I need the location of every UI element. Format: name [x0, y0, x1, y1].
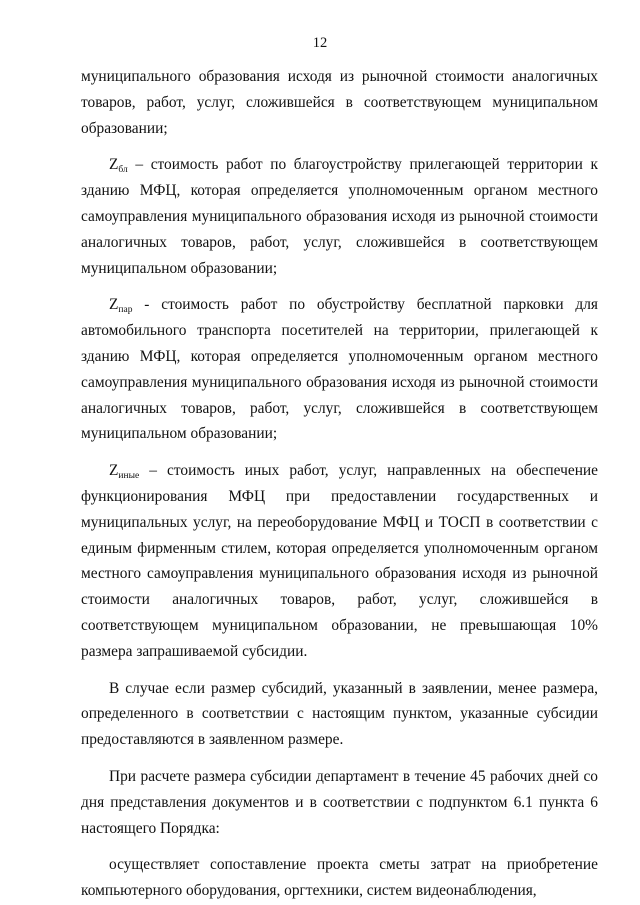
formula-subscript: бл — [118, 165, 128, 176]
page-number: 12 — [312, 35, 328, 51]
paragraph-z-inye — [81, 458, 598, 664]
paragraph-z-bl — [81, 152, 598, 281]
formula-subscript: пар — [118, 305, 133, 316]
paragraph-comparison: осуществляет сопоставление проекта сметы затрат на приобретение компьютерного оборудования, оргтехники, систем видеонаблюдения, — [81, 856, 598, 900]
formula-symbol: Z — [109, 462, 119, 480]
document-body — [81, 64, 598, 904]
paragraph-z-par — [81, 292, 598, 447]
paragraph-subsidy-case: В случае если размер субсидий, указанный в заявлении, менее размера, определенного в соответствии с настоящим пунктом, указанные субсидии предоставляются в заявленном размере. — [81, 679, 598, 749]
paragraph-calculation: При расчете размера субсидии департамент в течение 45 рабочих дней со дня представления документов и в соответствии с подпунктом 6.1 пункта 6 настоящего Порядка: — [81, 767, 598, 837]
paragraph-continuation: муниципального образования исходя из рыночной стоимости аналогичных товаров, работ, услуг, сложившейся в соответствующем муниципальном образовании; — [81, 68, 598, 137]
paragraph-text: - стоимость работ по обустройству бесплатной парковки для автомобильного транспорта посетителей на территории, прилегающей к зданию МФЦ, которая определяется уполномоченным органом местного самоуправления муниципального образования исходя из рыночной стоимости аналогичных товаров, работ, услуг, сложившейся в соответствующем муниципальном образовании; — [81, 296, 598, 443]
formula-symbol: Z — [109, 296, 119, 314]
formula-subscript: иные — [118, 471, 140, 482]
paragraph-text: – стоимость работ по благоустройству прилегающей территории к зданию МФЦ, которая определяется уполномоченным органом местного самоуправления муниципального образования исходя из рыночной стоимости аналогичных товаров, работ, услуг, сложившейся в соответствующем муниципальном образовании; — [81, 156, 598, 277]
formula-symbol: Z — [109, 156, 119, 174]
paragraph-text: – стоимость иных работ, услуг, направленных на обеспечение функционирования МФЦ при предоставлении государственных и муниципальных услуг, на переоборудование МФЦ и ТОСП в соответствии с единым фирменным стилем, которая определяется уполномоченным органом местного самоуправления муниципального образования исходя из рыночной стоимости аналогичных товаров, работ, услуг, сложившейся в соответствующем муниципальном образовании, не превышающая 10% размера запрашиваемой субсидии. — [81, 462, 598, 660]
